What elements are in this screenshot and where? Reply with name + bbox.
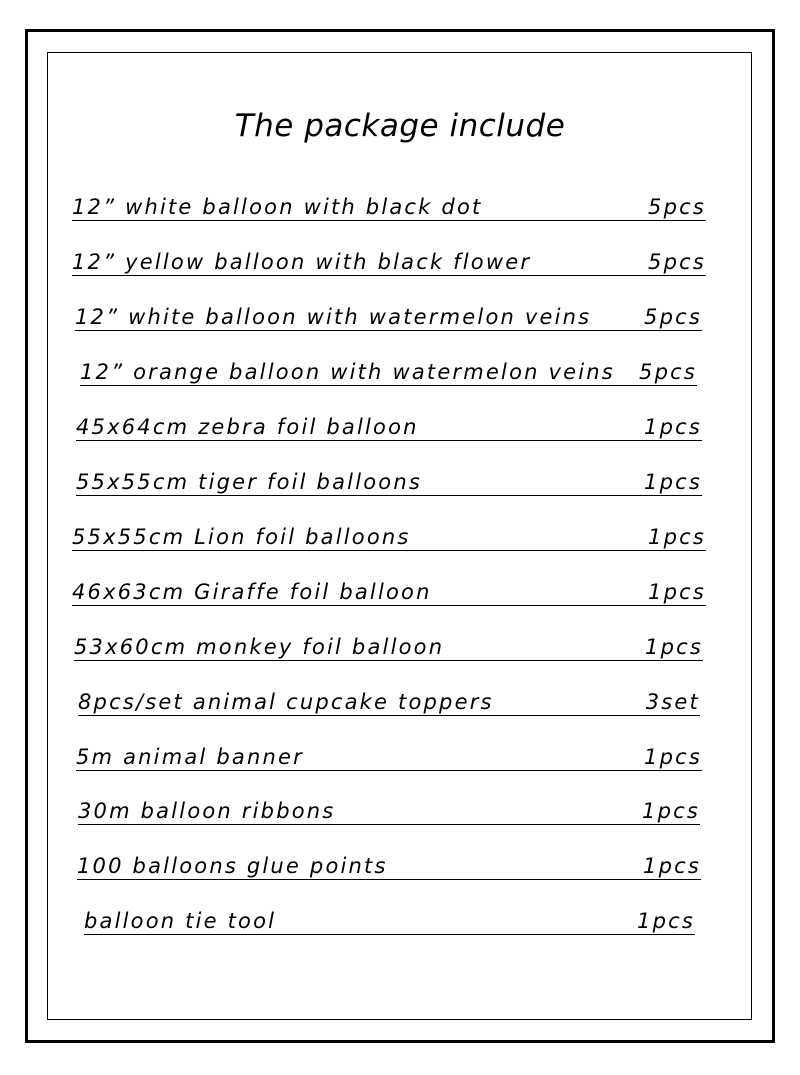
- list-item: [72, 519, 706, 551]
- item-name: 46x63cm Giraffe foil balloon: [72, 580, 432, 604]
- item-quantity: 1pcs: [637, 909, 695, 933]
- item-quantity: 1pcs: [644, 415, 702, 439]
- item-name: 53x60cm monkey foil balloon: [74, 635, 445, 659]
- item-name: 12” white balloon with watermelon veins: [75, 305, 592, 329]
- item-quantity: 1pcs: [648, 580, 706, 604]
- item-quantity: 5pcs: [639, 360, 697, 384]
- item-quantity: 1pcs: [644, 745, 702, 769]
- list-item: [78, 793, 700, 825]
- item-name: 100 balloons glue points: [77, 854, 388, 878]
- item-quantity: 1pcs: [644, 470, 702, 494]
- item-name: 12” white balloon with black dot: [72, 195, 483, 219]
- item-quantity: 1pcs: [642, 799, 700, 823]
- item-name: 45x64cm zebra foil balloon: [76, 415, 419, 439]
- page-title: The package include: [234, 108, 566, 144]
- list-item: [80, 354, 697, 386]
- item-name: 30m balloon ribbons: [78, 799, 336, 823]
- item-quantity: 5pcs: [648, 250, 706, 274]
- item-name: 5m animal banner: [76, 745, 304, 769]
- item-name: 55x55cm Lion foil balloons: [72, 525, 411, 549]
- item-quantity: 1pcs: [648, 525, 706, 549]
- list-item: [78, 684, 700, 716]
- list-item: [76, 739, 702, 771]
- item-name: 12” orange balloon with watermelon veins: [80, 360, 615, 384]
- item-quantity: 3set: [645, 690, 700, 714]
- item-name: 12” yellow balloon with black flower: [72, 250, 532, 274]
- item-name: balloon tie tool: [84, 909, 277, 933]
- list-item: [84, 903, 695, 935]
- item-quantity: 5pcs: [644, 305, 702, 329]
- list-item: [77, 848, 701, 880]
- list-item: [75, 299, 702, 331]
- item-quantity: 1pcs: [643, 854, 701, 878]
- list-item: [74, 629, 703, 661]
- list-item: [76, 464, 702, 496]
- list-item: [72, 574, 706, 606]
- item-quantity: 1pcs: [645, 635, 703, 659]
- list-item: [76, 409, 702, 441]
- item-quantity: 5pcs: [648, 195, 706, 219]
- item-name: 55x55cm tiger foil balloons: [76, 470, 422, 494]
- list-item: [72, 244, 706, 276]
- list-item: [72, 189, 706, 221]
- item-name: 8pcs/set animal cupcake toppers: [78, 690, 494, 714]
